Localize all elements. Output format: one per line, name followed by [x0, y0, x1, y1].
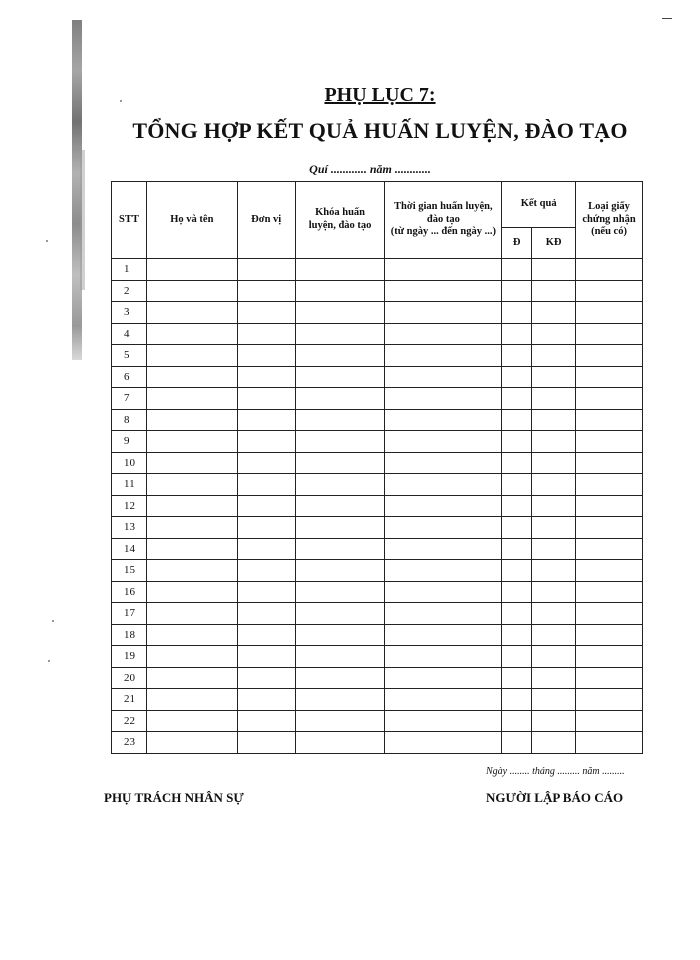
cell-result-fail [532, 345, 576, 367]
cell-name [146, 431, 237, 453]
cell-course [295, 431, 385, 453]
cell-unit [237, 710, 295, 732]
cell-duration [385, 280, 502, 302]
cell-result-pass [502, 560, 532, 582]
cell-course [295, 667, 385, 689]
cell-course [295, 538, 385, 560]
cell-stt: 18 [112, 624, 147, 646]
cell-certificate [576, 452, 643, 474]
cell-stt: 9 [112, 431, 147, 453]
cell-name [146, 538, 237, 560]
cell-stt: 20 [112, 667, 147, 689]
cell-result-fail [532, 710, 576, 732]
cell-result-fail [532, 302, 576, 324]
cell-stt: 6 [112, 366, 147, 388]
cell-result-pass [502, 366, 532, 388]
table-row [112, 259, 643, 281]
table-row [112, 280, 643, 302]
cell-certificate [576, 388, 643, 410]
cell-duration [385, 495, 502, 517]
header-cert-line3: (nếu có) [591, 226, 627, 238]
cell-certificate [576, 689, 643, 711]
header-unit: Đơn vị [237, 182, 295, 259]
cell-result-fail [532, 603, 576, 625]
cell-result-fail [532, 581, 576, 603]
cell-result-pass [502, 710, 532, 732]
cell-name [146, 732, 237, 754]
cell-course [295, 517, 385, 539]
cell-result-pass [502, 323, 532, 345]
cell-unit [237, 452, 295, 474]
cell-duration [385, 323, 502, 345]
cell-result-fail [532, 431, 576, 453]
cell-duration [385, 345, 502, 367]
header-result-pass: Đ [502, 228, 532, 259]
cell-unit [237, 345, 295, 367]
cell-duration [385, 624, 502, 646]
cell-certificate [576, 710, 643, 732]
table-row [112, 538, 643, 560]
cell-stt: 21 [112, 689, 147, 711]
cell-unit [237, 581, 295, 603]
cell-stt: 19 [112, 646, 147, 668]
cell-duration [385, 366, 502, 388]
cell-name [146, 689, 237, 711]
table-row [112, 667, 643, 689]
cell-name [146, 517, 237, 539]
cell-result-fail [532, 409, 576, 431]
cell-stt: 12 [112, 495, 147, 517]
cell-duration [385, 259, 502, 281]
cell-result-pass [502, 452, 532, 474]
cell-result-fail [532, 538, 576, 560]
cell-certificate [576, 302, 643, 324]
header-duration-line2: đào tạo [426, 213, 460, 225]
table-row [112, 646, 643, 668]
cell-certificate [576, 646, 643, 668]
cell-result-pass [502, 517, 532, 539]
cell-course [295, 452, 385, 474]
cell-result-pass [502, 474, 532, 496]
cell-duration [385, 452, 502, 474]
cell-stt: 14 [112, 538, 147, 560]
cell-result-fail [532, 388, 576, 410]
cell-unit [237, 646, 295, 668]
cell-duration [385, 646, 502, 668]
cell-unit [237, 302, 295, 324]
cell-stt: 16 [112, 581, 147, 603]
header-cert-line2: chứng nhận [582, 213, 636, 225]
table-row [112, 732, 643, 754]
cell-certificate [576, 560, 643, 582]
cell-certificate [576, 280, 643, 302]
cell-result-pass [502, 646, 532, 668]
cell-certificate [576, 345, 643, 367]
cell-course [295, 495, 385, 517]
cell-result-fail [532, 667, 576, 689]
table-row [112, 624, 643, 646]
cell-course [295, 603, 385, 625]
cell-certificate [576, 732, 643, 754]
cell-duration [385, 581, 502, 603]
cell-stt: 10 [112, 452, 147, 474]
cell-result-pass [502, 431, 532, 453]
cell-stt: 4 [112, 323, 147, 345]
cell-result-pass [502, 259, 532, 281]
cell-name [146, 259, 237, 281]
header-duration-line1: Thời gian huấn luyện, [394, 201, 493, 213]
cell-duration [385, 538, 502, 560]
table-row [112, 345, 643, 367]
cell-unit [237, 560, 295, 582]
cell-result-pass [502, 409, 532, 431]
header-name: Họ và tên [146, 182, 237, 259]
cell-result-pass [502, 538, 532, 560]
cell-name [146, 560, 237, 582]
cell-duration [385, 431, 502, 453]
scan-mark [662, 18, 672, 19]
cell-stt: 22 [112, 710, 147, 732]
cell-course [295, 581, 385, 603]
cell-certificate [576, 603, 643, 625]
cell-stt: 2 [112, 280, 147, 302]
cell-name [146, 366, 237, 388]
table-row [112, 452, 643, 474]
cell-course [295, 280, 385, 302]
cell-result-fail [532, 323, 576, 345]
header-duration [385, 182, 502, 259]
appendix-title: PHỤ LỤC 7: [324, 84, 436, 106]
cell-stt: 1 [112, 259, 147, 281]
table-body [112, 259, 643, 754]
cell-unit [237, 603, 295, 625]
cell-name [146, 624, 237, 646]
table-row [112, 710, 643, 732]
scan-speck [46, 240, 48, 242]
cell-duration [385, 603, 502, 625]
cell-certificate [576, 517, 643, 539]
cell-name [146, 452, 237, 474]
cell-result-pass [502, 689, 532, 711]
cell-result-fail [532, 624, 576, 646]
cell-result-fail [532, 732, 576, 754]
cell-result-fail [532, 259, 576, 281]
cell-unit [237, 280, 295, 302]
cell-course [295, 732, 385, 754]
cell-duration [385, 667, 502, 689]
cell-course [295, 345, 385, 367]
cell-unit [237, 323, 295, 345]
cell-duration [385, 409, 502, 431]
cell-certificate [576, 323, 643, 345]
table-row [112, 581, 643, 603]
cell-name [146, 323, 237, 345]
signer-right: NGƯỜI LẬP BÁO CÁO [486, 790, 624, 805]
cell-name [146, 495, 237, 517]
table-row [112, 366, 643, 388]
cell-stt: 13 [112, 517, 147, 539]
cell-unit [237, 259, 295, 281]
cell-certificate [576, 624, 643, 646]
cell-course [295, 323, 385, 345]
header-result-fail: KĐ [532, 228, 576, 259]
cell-result-pass [502, 495, 532, 517]
cell-name [146, 581, 237, 603]
cell-result-pass [502, 732, 532, 754]
cell-certificate [576, 495, 643, 517]
cell-stt: 8 [112, 409, 147, 431]
cell-course [295, 409, 385, 431]
cell-unit [237, 689, 295, 711]
cell-result-pass [502, 280, 532, 302]
date-line: Ngày ........ tháng ......... năm ......... [486, 766, 625, 777]
cell-duration [385, 560, 502, 582]
cell-unit [237, 624, 295, 646]
table-row [112, 323, 643, 345]
cell-duration [385, 517, 502, 539]
table-row [112, 517, 643, 539]
cell-result-fail [532, 452, 576, 474]
cell-course [295, 689, 385, 711]
cell-result-pass [502, 581, 532, 603]
page-title: TỔNG HỢP KẾT QUẢ HUẤN LUYỆN, ĐÀO TẠO [132, 118, 628, 143]
cell-stt: 17 [112, 603, 147, 625]
cell-unit [237, 388, 295, 410]
cell-name [146, 646, 237, 668]
cell-result-fail [532, 560, 576, 582]
training-results-table [111, 181, 643, 754]
cell-result-pass [502, 667, 532, 689]
cell-stt: 15 [112, 560, 147, 582]
cell-result-fail [532, 366, 576, 388]
cell-stt: 3 [112, 302, 147, 324]
signer-left: PHỤ TRÁCH NHÂN SỰ [104, 790, 244, 805]
cell-unit [237, 495, 295, 517]
cell-duration [385, 732, 502, 754]
table-row [112, 689, 643, 711]
cell-name [146, 603, 237, 625]
table-header [112, 182, 643, 259]
cell-unit [237, 517, 295, 539]
cell-course [295, 366, 385, 388]
period-line: Quí ............ năm ............ [309, 162, 431, 176]
cell-course [295, 302, 385, 324]
cell-course [295, 388, 385, 410]
cell-certificate [576, 431, 643, 453]
header-certificate [576, 182, 643, 259]
cell-unit [237, 474, 295, 496]
cell-stt: 11 [112, 474, 147, 496]
cell-course [295, 624, 385, 646]
cell-duration [385, 710, 502, 732]
cell-result-pass [502, 388, 532, 410]
scan-speck [52, 620, 54, 622]
cell-unit [237, 667, 295, 689]
table-row [112, 560, 643, 582]
header-cert-line1: Loại giấy [588, 201, 630, 213]
table-row [112, 495, 643, 517]
cell-unit [237, 366, 295, 388]
cell-stt: 5 [112, 345, 147, 367]
table-row [112, 302, 643, 324]
cell-result-pass [502, 345, 532, 367]
cell-name [146, 388, 237, 410]
cell-result-fail [532, 495, 576, 517]
header-duration-line3: (từ ngày ... đến ngày ...) [390, 226, 496, 238]
table-row [112, 603, 643, 625]
cell-stt: 23 [112, 732, 147, 754]
scan-speck [48, 660, 50, 662]
table-row [112, 388, 643, 410]
cell-duration [385, 302, 502, 324]
cell-result-fail [532, 646, 576, 668]
cell-result-fail [532, 474, 576, 496]
cell-certificate [576, 474, 643, 496]
cell-name [146, 345, 237, 367]
cell-result-fail [532, 689, 576, 711]
cell-name [146, 409, 237, 431]
cell-certificate [576, 581, 643, 603]
cell-name [146, 710, 237, 732]
header-result: Kết quả [502, 182, 576, 228]
cell-certificate [576, 409, 643, 431]
cell-result-pass [502, 302, 532, 324]
cell-name [146, 302, 237, 324]
cell-course [295, 646, 385, 668]
cell-result-fail [532, 517, 576, 539]
cell-name [146, 474, 237, 496]
cell-course [295, 560, 385, 582]
cell-unit [237, 732, 295, 754]
cell-stt: 7 [112, 388, 147, 410]
header-course-line1: Khóa huấn [315, 207, 365, 219]
cell-unit [237, 431, 295, 453]
cell-unit [237, 409, 295, 431]
table-row [112, 431, 643, 453]
cell-course [295, 710, 385, 732]
cell-course [295, 474, 385, 496]
cell-name [146, 280, 237, 302]
cell-name [146, 667, 237, 689]
cell-unit [237, 538, 295, 560]
cell-course [295, 259, 385, 281]
cell-duration [385, 689, 502, 711]
header-stt: STT [112, 182, 147, 259]
cell-duration [385, 474, 502, 496]
cell-result-pass [502, 603, 532, 625]
cell-result-pass [502, 624, 532, 646]
table-row [112, 474, 643, 496]
cell-certificate [576, 366, 643, 388]
cell-certificate [576, 538, 643, 560]
cell-duration [385, 388, 502, 410]
cell-certificate [576, 667, 643, 689]
cell-certificate [576, 259, 643, 281]
table-row [112, 409, 643, 431]
header-course-line2: luyện, đào tạo [308, 220, 372, 231]
cell-result-fail [532, 280, 576, 302]
header-course [295, 182, 385, 259]
